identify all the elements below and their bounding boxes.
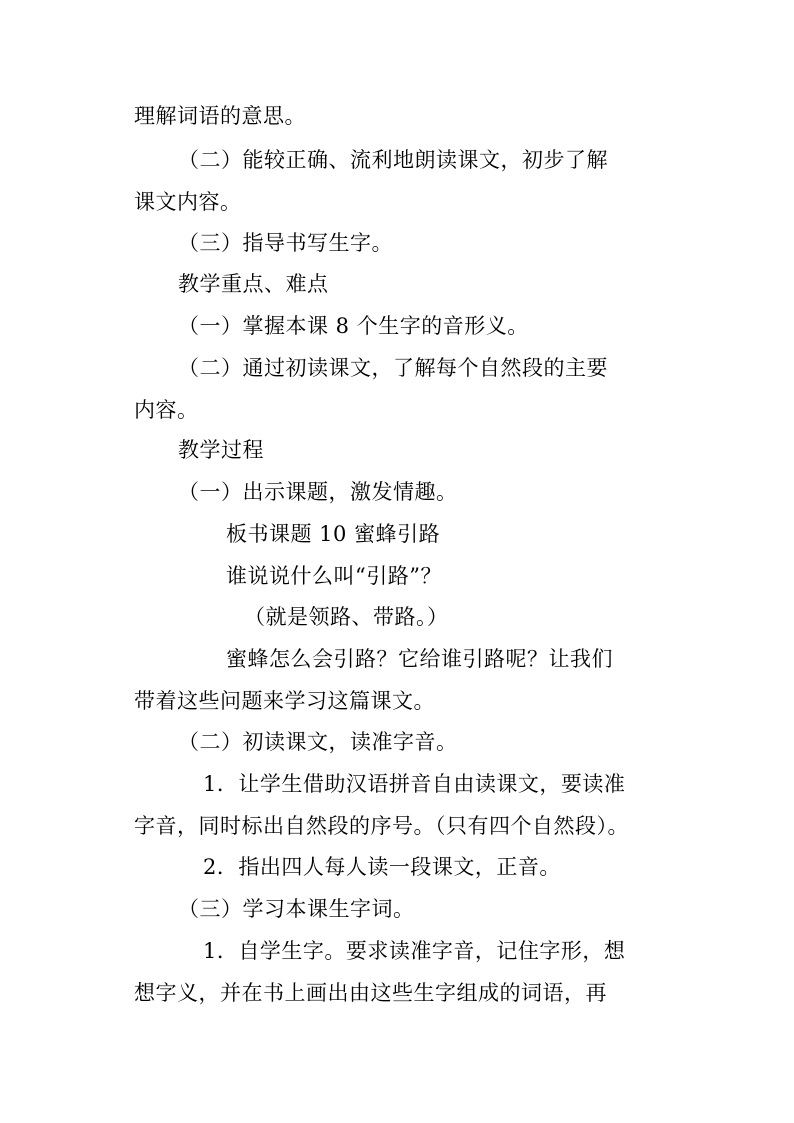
text-line: 板书课题 10 蜜蜂引路 [226, 522, 441, 546]
section-heading: 教学重点、难点 [178, 272, 329, 296]
text-line: 想字义，并在书上画出由这些生字组成的词语，再 [134, 981, 607, 1005]
text-line: （一）出示课题，激发情趣。 [178, 480, 458, 504]
text-line: 1．让学生借助汉语拼音自由读课文，要读准 [203, 772, 626, 796]
text-line: 蜜蜂怎么会引路？它给谁引路呢？让我们 [226, 647, 613, 671]
text-line: （二）通过初读课文，了解每个自然段的主要 [178, 356, 608, 380]
text-line: 2．指出四人每人读一段课文，正音。 [203, 855, 561, 879]
text-line: （就是领路、带路。） [244, 605, 449, 629]
text-line: （一）掌握本课 8 个生字的音形义。 [178, 314, 529, 338]
section-heading: 教学过程 [178, 438, 264, 462]
text-line: 谁说说什么叫“引路”？ [226, 564, 442, 588]
text-line: 带着这些问题来学习这篇课文。 [134, 689, 435, 713]
text-line: 内容。 [134, 398, 199, 422]
text-line: （二）能较正确、流利地朗读课文，初步了解 [178, 148, 608, 172]
text-line: （三）指导书写生字。 [178, 231, 393, 255]
text-line: 理解词语的意思。 [134, 104, 306, 128]
text-line: （三）学习本课生字词。 [178, 897, 415, 921]
text-line: 课文内容。 [134, 190, 242, 214]
text-line: （二）初读课文，读准字音。 [178, 730, 458, 754]
text-line: 1．自学生字。要求读准字音，记住字形，想 [203, 939, 626, 963]
text-line: 字音，同时标出自然段的序号。（只有四个自然段）。 [134, 814, 629, 838]
